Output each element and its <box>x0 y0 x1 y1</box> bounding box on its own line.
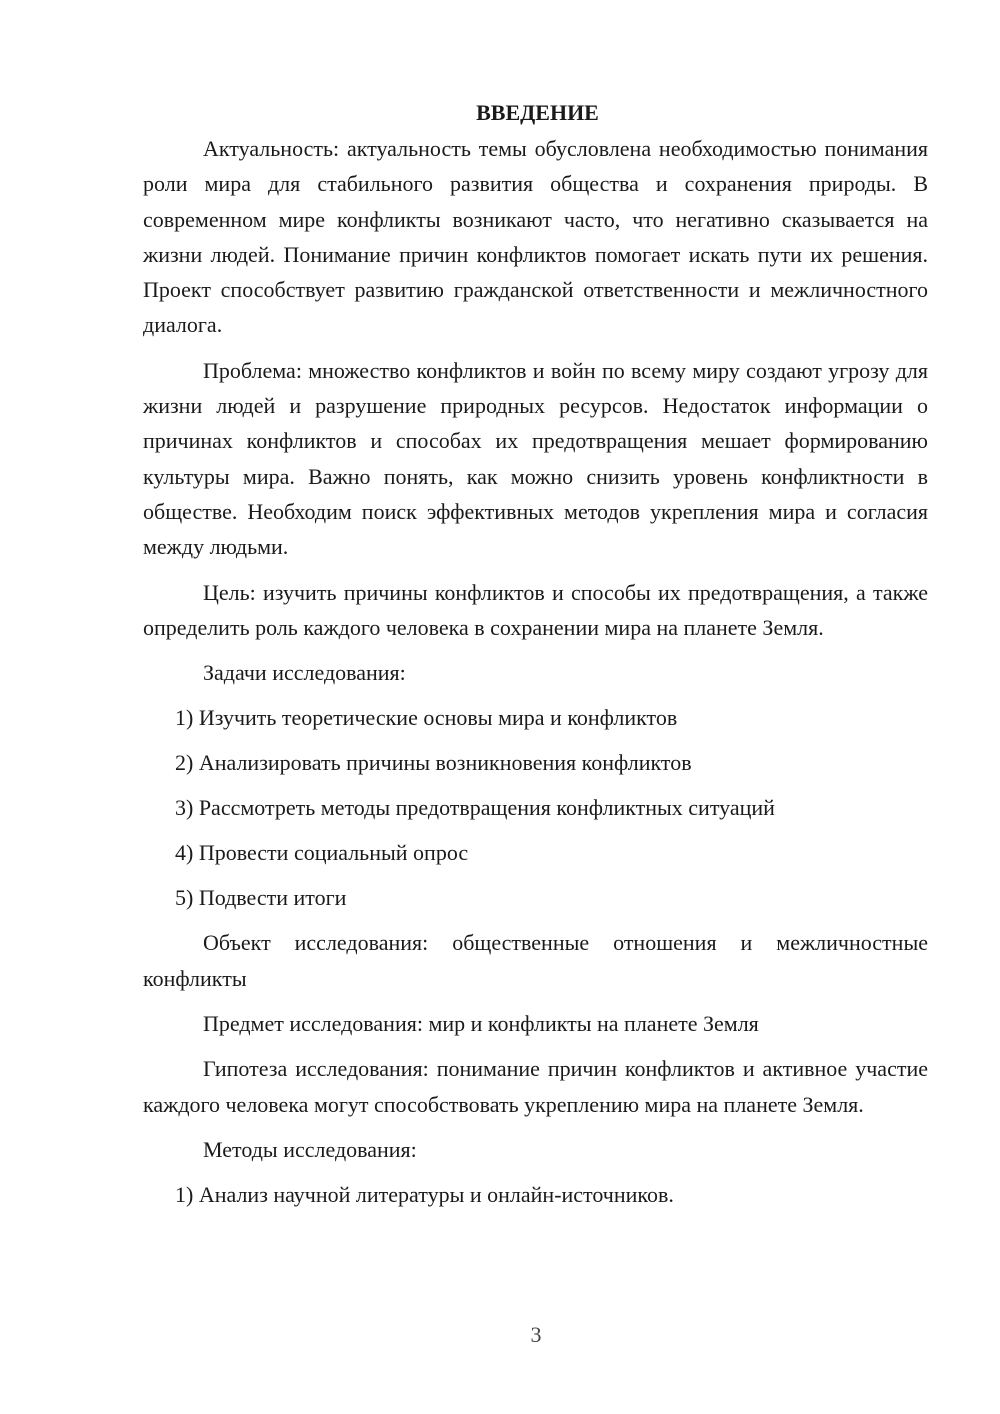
paragraph-problem: Проблема: множество конфликтов и войн по всему миру создают угрозу для жизни людей и разрушение природных ресурсов. Недостаток информации о причинах конфликтов и способах их предотвращения мешает формированию культуры мира. Важно понять, как можно снизить уровень конфликтности в обществе. Необходим поиск эффективных методов укрепления мира и согласия между людьми. <box>143 357 928 560</box>
page-content <box>143 95 928 1222</box>
task-item: 3) Рассмотреть методы предотвращения конфликтных ситуаций <box>175 795 775 821</box>
paragraph-methods-heading: Методы исследования: <box>203 1136 417 1162</box>
paragraph-tasks-heading: Задачи исследования: <box>203 660 406 686</box>
page-number: 3 <box>530 1322 542 1347</box>
paragraph-relevance: Актуальность: актуальность темы обусловлена необходимостью понимания роли мира для стабильного развития общества и сохранения природы. В современном мире конфликты возникают часто, что негативно сказывается на жизни людей. Понимание причин конфликтов помогает искать пути их решения. Проект способствует развитию гражданской ответственности и межличностного диалога. <box>143 136 928 338</box>
task-item: 1) Изучить теоретические основы мира и конфликтов <box>175 705 678 731</box>
method-item: 1) Анализ научной литературы и онлайн-источников. <box>175 1182 674 1208</box>
task-item: 5) Подвести итоги <box>175 885 347 911</box>
task-item: 4) Провести социальный опрос <box>175 840 469 866</box>
section-title: ВВЕДЕНИЕ <box>476 100 599 125</box>
task-item: 2) Анализировать причины возникновения конфликтов <box>175 750 692 776</box>
paragraph-goal: Цель: изучить причины конфликтов и способы их предотвращения, а также определить роль каждого человека в сохранении мира на планете Земля. <box>143 579 928 640</box>
paragraph-object: Объект исследования: общественные отношения и межличностные конфликты <box>143 930 928 991</box>
paragraph-subject: Предмет исследования: мир и конфликты на планете Земля <box>203 1011 759 1037</box>
paragraph-hypothesis: Гипотеза исследования: понимание причин конфликтов и активное участие каждого человека могут способствовать укреплению мира на планете Земля. <box>143 1056 928 1117</box>
